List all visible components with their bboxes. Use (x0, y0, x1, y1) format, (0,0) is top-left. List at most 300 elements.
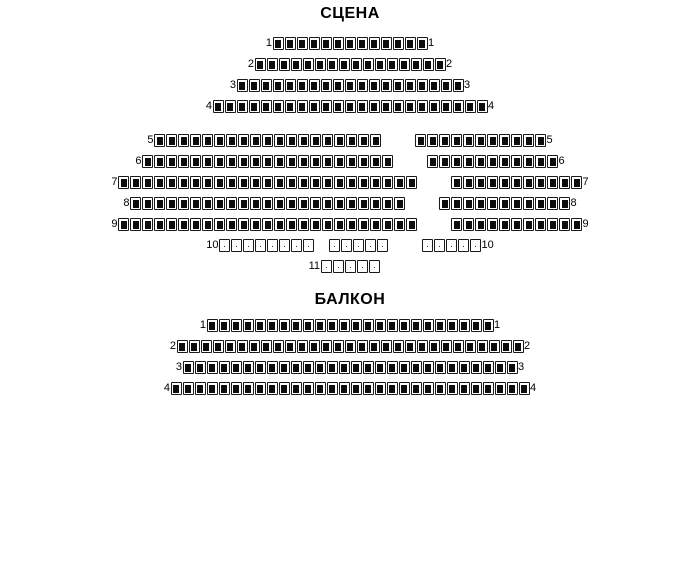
seat[interactable] (351, 382, 362, 395)
seat[interactable] (358, 176, 369, 189)
seat[interactable] (274, 197, 285, 210)
seat[interactable] (262, 155, 273, 168)
seat[interactable] (483, 319, 494, 332)
seat[interactable] (571, 218, 582, 231)
seat[interactable] (535, 197, 546, 210)
seat[interactable] (387, 58, 398, 71)
seat[interactable] (470, 239, 481, 252)
seat[interactable] (382, 155, 393, 168)
seat[interactable] (267, 361, 278, 374)
seat[interactable] (142, 155, 153, 168)
seat[interactable] (499, 134, 510, 147)
seat[interactable] (178, 176, 189, 189)
seat[interactable] (214, 155, 225, 168)
seat[interactable] (231, 319, 242, 332)
seat[interactable] (225, 340, 236, 353)
seat[interactable] (411, 361, 422, 374)
seat[interactable] (345, 37, 356, 50)
seat[interactable] (339, 361, 350, 374)
seat[interactable] (273, 100, 284, 113)
seat[interactable] (547, 197, 558, 210)
seat[interactable] (154, 155, 165, 168)
seat[interactable] (370, 155, 381, 168)
seat[interactable] (219, 382, 230, 395)
seat[interactable] (321, 79, 332, 92)
seat[interactable] (411, 382, 422, 395)
seat[interactable] (501, 340, 512, 353)
seat[interactable] (243, 319, 254, 332)
seat[interactable] (226, 218, 237, 231)
seat[interactable] (267, 239, 278, 252)
seat[interactable] (333, 340, 344, 353)
seat[interactable] (250, 155, 261, 168)
seat[interactable] (495, 361, 506, 374)
seat[interactable] (333, 37, 344, 50)
seat[interactable] (370, 176, 381, 189)
seat[interactable] (441, 79, 452, 92)
seat[interactable] (487, 134, 498, 147)
seat[interactable] (471, 319, 482, 332)
seat[interactable] (285, 100, 296, 113)
seat[interactable] (171, 382, 182, 395)
seat[interactable] (214, 218, 225, 231)
seat[interactable] (429, 100, 440, 113)
seat[interactable] (405, 100, 416, 113)
seat[interactable] (142, 176, 153, 189)
seat[interactable] (381, 340, 392, 353)
seat[interactable] (429, 340, 440, 353)
seat[interactable] (334, 176, 345, 189)
seat[interactable] (547, 176, 558, 189)
seat[interactable] (381, 100, 392, 113)
seat[interactable] (202, 155, 213, 168)
seat[interactable] (393, 37, 404, 50)
seat[interactable] (387, 361, 398, 374)
seat[interactable] (447, 319, 458, 332)
seat[interactable] (309, 79, 320, 92)
seat[interactable] (375, 58, 386, 71)
seat[interactable] (262, 218, 273, 231)
seat[interactable] (487, 197, 498, 210)
seat[interactable] (535, 218, 546, 231)
seat[interactable] (523, 197, 534, 210)
seat[interactable] (237, 79, 248, 92)
seat[interactable] (382, 176, 393, 189)
seat[interactable] (394, 218, 405, 231)
seat[interactable] (195, 382, 206, 395)
seat[interactable] (417, 340, 428, 353)
seat[interactable] (291, 361, 302, 374)
seat[interactable] (459, 361, 470, 374)
seat[interactable] (435, 58, 446, 71)
seat[interactable] (511, 176, 522, 189)
seat[interactable] (286, 176, 297, 189)
seat[interactable] (262, 134, 273, 147)
seat[interactable] (303, 319, 314, 332)
seat[interactable] (309, 100, 320, 113)
seat[interactable] (201, 340, 212, 353)
seat[interactable] (250, 218, 261, 231)
seat[interactable] (202, 176, 213, 189)
seat[interactable] (315, 361, 326, 374)
seat[interactable] (279, 382, 290, 395)
seat[interactable] (559, 197, 570, 210)
seat[interactable] (453, 100, 464, 113)
seat[interactable] (255, 382, 266, 395)
seat[interactable] (459, 382, 470, 395)
seat[interactable] (357, 260, 368, 273)
seat[interactable] (166, 134, 177, 147)
seat[interactable] (339, 58, 350, 71)
seat[interactable] (363, 382, 374, 395)
seat[interactable] (255, 361, 266, 374)
seat[interactable] (298, 134, 309, 147)
seat[interactable] (279, 319, 290, 332)
seat[interactable] (255, 319, 266, 332)
seat[interactable] (507, 382, 518, 395)
seat[interactable] (451, 218, 462, 231)
seat[interactable] (322, 134, 333, 147)
seat[interactable] (341, 239, 352, 252)
seat[interactable] (363, 58, 374, 71)
seat[interactable] (219, 239, 230, 252)
seat[interactable] (435, 382, 446, 395)
seat[interactable] (177, 340, 188, 353)
seat[interactable] (322, 155, 333, 168)
seat[interactable] (298, 197, 309, 210)
seat[interactable] (207, 382, 218, 395)
seat[interactable] (535, 176, 546, 189)
seat[interactable] (322, 218, 333, 231)
seat[interactable] (315, 319, 326, 332)
seat[interactable] (267, 58, 278, 71)
seat[interactable] (451, 176, 462, 189)
seat[interactable] (381, 79, 392, 92)
seat[interactable] (189, 340, 200, 353)
seat[interactable] (237, 100, 248, 113)
seat[interactable] (183, 361, 194, 374)
seat[interactable] (178, 134, 189, 147)
seat[interactable] (423, 361, 434, 374)
seat[interactable] (333, 79, 344, 92)
seat[interactable] (298, 155, 309, 168)
seat[interactable] (285, 37, 296, 50)
seat[interactable] (213, 340, 224, 353)
seat[interactable] (463, 134, 474, 147)
seat[interactable] (238, 176, 249, 189)
seat[interactable] (483, 382, 494, 395)
seat[interactable] (405, 37, 416, 50)
seat[interactable] (297, 100, 308, 113)
seat[interactable] (351, 319, 362, 332)
seat[interactable] (417, 79, 428, 92)
seat[interactable] (513, 340, 524, 353)
seat[interactable] (334, 134, 345, 147)
seat[interactable] (406, 218, 417, 231)
seat[interactable] (339, 319, 350, 332)
seat[interactable] (142, 218, 153, 231)
seat[interactable] (273, 340, 284, 353)
seat[interactable] (475, 155, 486, 168)
seat[interactable] (310, 197, 321, 210)
seat[interactable] (286, 134, 297, 147)
seat[interactable] (477, 100, 488, 113)
seat[interactable] (154, 197, 165, 210)
seat[interactable] (213, 100, 224, 113)
seat[interactable] (423, 58, 434, 71)
seat[interactable] (423, 382, 434, 395)
seat[interactable] (523, 155, 534, 168)
seat[interactable] (499, 197, 510, 210)
seat[interactable] (249, 79, 260, 92)
seat[interactable] (279, 239, 290, 252)
seat[interactable] (279, 58, 290, 71)
seat[interactable] (298, 218, 309, 231)
seat[interactable] (357, 79, 368, 92)
seat[interactable] (453, 340, 464, 353)
seat[interactable] (249, 100, 260, 113)
seat[interactable] (274, 134, 285, 147)
seat[interactable] (357, 340, 368, 353)
seat[interactable] (547, 155, 558, 168)
seat[interactable] (351, 58, 362, 71)
seat[interactable] (487, 218, 498, 231)
seat[interactable] (297, 340, 308, 353)
seat[interactable] (327, 382, 338, 395)
seat[interactable] (238, 218, 249, 231)
seat[interactable] (394, 197, 405, 210)
seat[interactable] (439, 134, 450, 147)
seat[interactable] (511, 197, 522, 210)
seat[interactable] (310, 155, 321, 168)
seat[interactable] (207, 319, 218, 332)
seat[interactable] (387, 382, 398, 395)
seat[interactable] (249, 340, 260, 353)
seat[interactable] (231, 382, 242, 395)
seat[interactable] (310, 218, 321, 231)
seat[interactable] (214, 197, 225, 210)
seat[interactable] (329, 239, 340, 252)
seat[interactable] (511, 155, 522, 168)
seat[interactable] (483, 361, 494, 374)
seat[interactable] (154, 176, 165, 189)
seat[interactable] (495, 382, 506, 395)
seat[interactable] (399, 361, 410, 374)
seat[interactable] (327, 319, 338, 332)
seat[interactable] (190, 197, 201, 210)
seat[interactable] (166, 218, 177, 231)
seat[interactable] (571, 176, 582, 189)
seat[interactable] (399, 58, 410, 71)
seat[interactable] (226, 155, 237, 168)
seat[interactable] (535, 134, 546, 147)
seat[interactable] (309, 37, 320, 50)
seat[interactable] (195, 361, 206, 374)
seat[interactable] (238, 134, 249, 147)
seat[interactable] (465, 100, 476, 113)
seat[interactable] (291, 382, 302, 395)
seat[interactable] (333, 100, 344, 113)
seat[interactable] (225, 100, 236, 113)
seat[interactable] (451, 197, 462, 210)
seat[interactable] (327, 361, 338, 374)
seat[interactable] (499, 155, 510, 168)
seat[interactable] (511, 134, 522, 147)
seat[interactable] (309, 340, 320, 353)
seat[interactable] (417, 100, 428, 113)
seat[interactable] (559, 176, 570, 189)
seat[interactable] (535, 155, 546, 168)
seat[interactable] (487, 155, 498, 168)
seat[interactable] (226, 134, 237, 147)
seat[interactable] (327, 58, 338, 71)
seat[interactable] (427, 155, 438, 168)
seat[interactable] (303, 382, 314, 395)
seat[interactable] (411, 319, 422, 332)
seat[interactable] (262, 176, 273, 189)
seat[interactable] (130, 176, 141, 189)
seat[interactable] (434, 239, 445, 252)
seat[interactable] (274, 218, 285, 231)
seat[interactable] (238, 197, 249, 210)
seat[interactable] (226, 176, 237, 189)
seat[interactable] (231, 239, 242, 252)
seat[interactable] (477, 340, 488, 353)
seat[interactable] (351, 361, 362, 374)
seat[interactable] (375, 319, 386, 332)
seat[interactable] (286, 197, 297, 210)
seat[interactable] (303, 361, 314, 374)
seat[interactable] (370, 218, 381, 231)
seat[interactable] (315, 58, 326, 71)
seat[interactable] (310, 176, 321, 189)
seat[interactable] (310, 134, 321, 147)
seat[interactable] (178, 197, 189, 210)
seat[interactable] (499, 176, 510, 189)
seat[interactable] (439, 197, 450, 210)
seat[interactable] (219, 361, 230, 374)
seat[interactable] (358, 218, 369, 231)
seat[interactable] (369, 340, 380, 353)
seat[interactable] (183, 382, 194, 395)
seat[interactable] (415, 134, 426, 147)
seat[interactable] (523, 134, 534, 147)
seat[interactable] (399, 319, 410, 332)
seat[interactable] (202, 218, 213, 231)
seat[interactable] (357, 100, 368, 113)
seat[interactable] (202, 197, 213, 210)
seat[interactable] (261, 340, 272, 353)
seat[interactable] (375, 361, 386, 374)
seat[interactable] (365, 239, 376, 252)
seat[interactable] (471, 361, 482, 374)
seat[interactable] (358, 134, 369, 147)
seat[interactable] (523, 176, 534, 189)
seat[interactable] (451, 155, 462, 168)
seat[interactable] (346, 218, 357, 231)
seat[interactable] (237, 340, 248, 353)
seat[interactable] (255, 239, 266, 252)
seat[interactable] (358, 155, 369, 168)
seat[interactable] (238, 155, 249, 168)
seat[interactable] (303, 58, 314, 71)
seat[interactable] (322, 176, 333, 189)
seat[interactable] (475, 134, 486, 147)
seat[interactable] (273, 79, 284, 92)
seat[interactable] (423, 319, 434, 332)
seat[interactable] (463, 176, 474, 189)
seat[interactable] (475, 197, 486, 210)
seat[interactable] (369, 260, 380, 273)
seat[interactable] (321, 100, 332, 113)
seat[interactable] (154, 218, 165, 231)
seat[interactable] (345, 100, 356, 113)
seat[interactable] (261, 100, 272, 113)
seat[interactable] (382, 218, 393, 231)
seat[interactable] (267, 319, 278, 332)
seat[interactable] (435, 361, 446, 374)
seat[interactable] (243, 382, 254, 395)
seat[interactable] (345, 340, 356, 353)
seat[interactable] (219, 319, 230, 332)
seat[interactable] (346, 155, 357, 168)
seat[interactable] (475, 218, 486, 231)
seat[interactable] (118, 176, 129, 189)
seat[interactable] (202, 134, 213, 147)
seat[interactable] (429, 79, 440, 92)
seat[interactable] (393, 79, 404, 92)
seat[interactable] (291, 239, 302, 252)
seat[interactable] (231, 361, 242, 374)
seat[interactable] (178, 155, 189, 168)
seat[interactable] (346, 176, 357, 189)
seat[interactable] (382, 197, 393, 210)
seat[interactable] (178, 218, 189, 231)
seat[interactable] (377, 239, 388, 252)
seat[interactable] (441, 340, 452, 353)
seat[interactable] (427, 134, 438, 147)
seat[interactable] (406, 176, 417, 189)
seat[interactable] (243, 239, 254, 252)
seat[interactable] (190, 155, 201, 168)
seat[interactable] (451, 134, 462, 147)
seat[interactable] (250, 134, 261, 147)
seat[interactable] (279, 361, 290, 374)
seat[interactable] (417, 37, 428, 50)
seat[interactable] (298, 176, 309, 189)
seat[interactable] (333, 260, 344, 273)
seat[interactable] (346, 197, 357, 210)
seat[interactable] (267, 382, 278, 395)
seat[interactable] (370, 197, 381, 210)
seat[interactable] (130, 218, 141, 231)
seat[interactable] (358, 197, 369, 210)
seat[interactable] (285, 340, 296, 353)
seat[interactable] (370, 134, 381, 147)
seat[interactable] (487, 176, 498, 189)
seat[interactable] (190, 176, 201, 189)
seat[interactable] (405, 79, 416, 92)
seat[interactable] (399, 382, 410, 395)
seat[interactable] (255, 58, 266, 71)
seat[interactable] (405, 340, 416, 353)
seat[interactable] (291, 58, 302, 71)
seat[interactable] (214, 134, 225, 147)
seat[interactable] (315, 382, 326, 395)
seat[interactable] (458, 239, 469, 252)
seat[interactable] (243, 361, 254, 374)
seat[interactable] (519, 382, 530, 395)
